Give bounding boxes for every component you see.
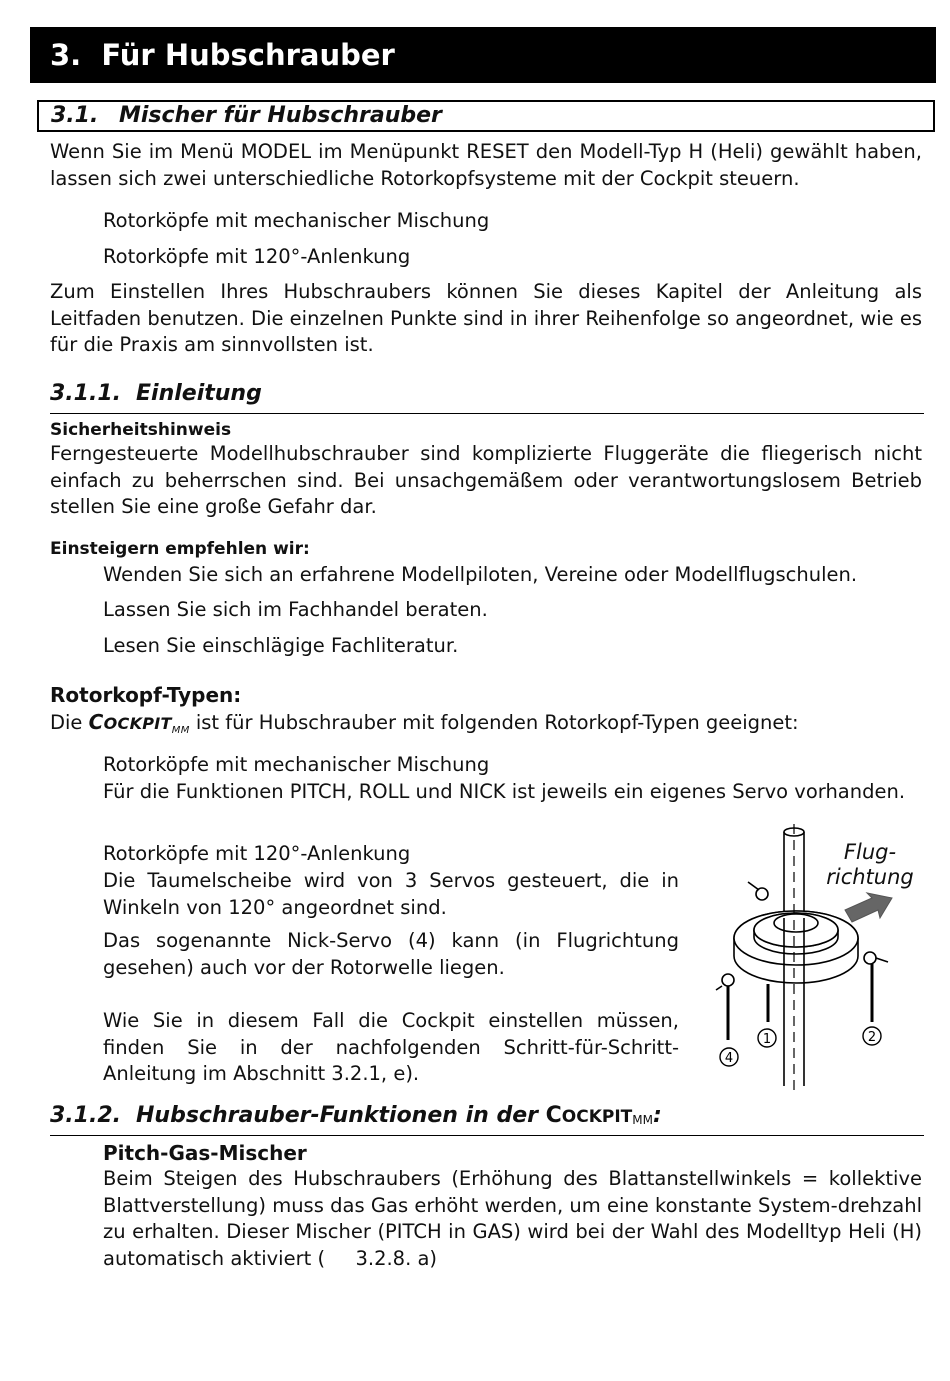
servo-1-label: 1 (762, 1032, 772, 1047)
guide-paragraph: Zum Einstellen Ihres Hubschraubers können Sie dieses Kapitel der Anleitung als Leitfaden benutzen. Die einzelnen Punkte sind in ihrer Reihenfolge so angeordnet, wie es für die Praxis am sinnvollsten ist. (50, 280, 923, 356)
section-heading-3-1-2 (50, 1101, 924, 1136)
pitch-gas-paragraph (103, 1166, 922, 1272)
cockpit-brand (88, 710, 190, 736)
servo-2-label: 2 (867, 1030, 877, 1045)
heading-colon: : (653, 1103, 662, 1128)
rotor-type-description: Für die Funktionen PITCH, ROLL und NICK ist jeweils ein eigenes Servo vorhanden. (103, 780, 906, 803)
section-title: Mischer für Hubschrauber (119, 103, 442, 128)
beginner-tip: Lesen Sie einschlägige Fachliteratur. (103, 634, 459, 657)
chapter-title: Für Hubschrauber (101, 38, 395, 72)
pitch-gas-reference: 3.2.8. a) (355, 1246, 438, 1270)
section-title: Hubschrauber-Funktionen in der (136, 1103, 538, 1128)
section-number: 3.1.2. (50, 1103, 121, 1128)
cross-reference-note: Wie Sie in diesem Fall die Cockpit einstellen müssen, finden Sie in der nachfolgenden Schritt-für-Schritt-Anleitung im Abschnitt 3.2.1, e). (103, 1009, 679, 1085)
cockpit-brand (546, 1103, 653, 1127)
rotor-type-description: Die Taumelscheibe wird von 3 Servos gesteuert, die in Winkeln von 120° angeordnet sind. (103, 869, 679, 919)
brand-suffix: MM (171, 725, 190, 736)
brand-suffix: MM (632, 1113, 653, 1127)
brand-initial: C (545, 1103, 562, 1128)
intro-paragraph: Wenn Sie im Menü MODEL im Menüpunkt RESET den Modell-Typ H (Heli) gewählt haben, lassen sich zwei unterschiedliche Rotorkopfsysteme mit der Cockpit steuern. (50, 140, 922, 190)
safety-paragraph: Ferngesteuerte Modellhubschrauber sind komplizierte Fluggeräte die fliegerisch nicht einfach zu beherrschen sind. Bei unsachgemäßem oder verantwortungslosem Betrieb stellen Sie eine große Gefahr dar. (50, 442, 922, 518)
chapter-heading (30, 27, 936, 83)
rotor-type-title: Rotorköpfe mit 120°-Anlenkung (103, 842, 411, 865)
rotor-type-item: Rotorköpfe mit mechanischer Mischung (103, 209, 490, 232)
pitch-gas-heading: Pitch-Gas-Mischer (103, 1141, 307, 1165)
brand-initial: C (88, 710, 104, 734)
section-number: 3.1. (51, 103, 99, 128)
rotor-types-intro (50, 709, 922, 745)
section-heading-3-1 (37, 100, 935, 132)
nick-servo-note: Das sogenannte Nick-Servo (4) kann (in Flugrichtung gesehen) auch vor der Rotorwelle liegen. (103, 929, 679, 979)
chapter-number: 3. (50, 38, 82, 72)
intro-text: ist für Hubschrauber mit folgenden Rotorkopf-Typen geeignet: (195, 711, 799, 734)
brand-rest: OCKPIT (561, 1107, 633, 1127)
rotor-type-title: Rotorköpfe mit mechanischer Mischung (103, 753, 490, 776)
brand-rest: OCKPIT (103, 714, 172, 733)
beginner-tip: Wenden Sie sich an erfahrene Modellpiloten, Vereine oder Modellflugschulen. (103, 563, 858, 586)
rotor-type-item: Rotorköpfe mit 120°-Anlenkung (103, 245, 411, 268)
intro-text: Die (50, 711, 83, 734)
flight-direction-line2: richtung (826, 865, 914, 889)
servo-4-label: 4 (724, 1051, 734, 1066)
pitch-gas-text: Beim Steigen des Hubschraubers (Erhöhung des Blattanstellwinkels = kollektive Blattverstellung) muss das Gas erhöht werden, um eine konstante System-drehzahl zu erhalten. Dieser Mischer (PITCH in GAS) wird bei der Wahl des Modelltyp Heli (H) automatisch aktiviert ( (103, 1167, 922, 1270)
section-title: Einleitung (136, 381, 262, 406)
beginner-tip: Lassen Sie sich im Fachhandel beraten. (103, 598, 488, 621)
swashplate-illustration (712, 818, 934, 1090)
rotor-types-heading: Rotorkopf-Typen: (50, 683, 242, 707)
section-heading-3-1-1 (50, 380, 924, 414)
safety-heading: Sicherheitshinweis (50, 420, 232, 440)
section-number: 3.1.1. (50, 381, 121, 406)
flight-direction-line1: Flug- (843, 840, 897, 864)
beginners-heading: Einsteigern empfehlen wir: (50, 539, 310, 559)
flight-direction-label (824, 840, 916, 890)
